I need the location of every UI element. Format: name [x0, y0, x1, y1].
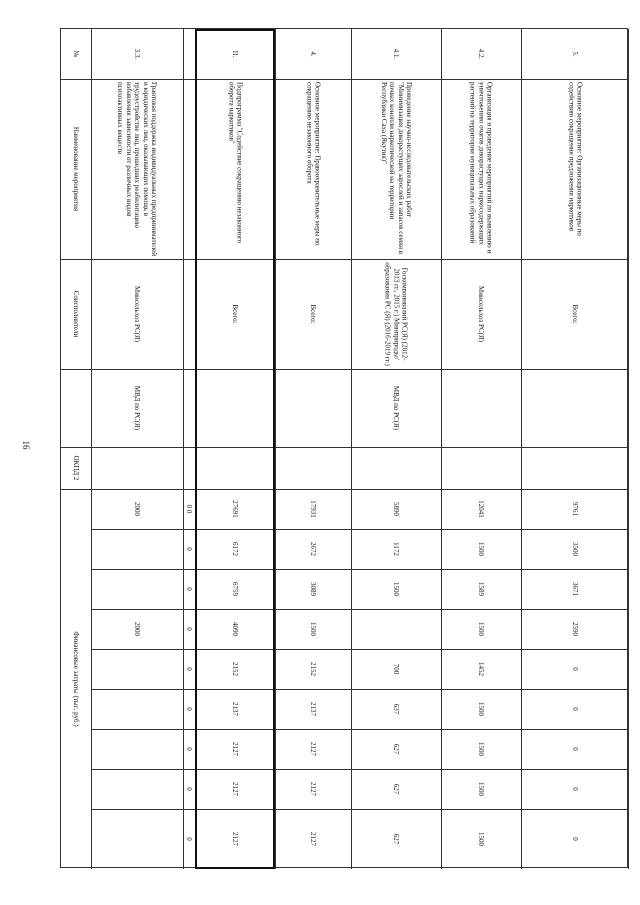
row-2-value-8-text: 2127	[231, 832, 240, 846]
row-6-value-0	[521, 489, 629, 529]
row-0-role-text: МВД по РС(Я)	[133, 385, 142, 431]
row-4-value-7	[351, 769, 441, 809]
header-okpd-text: ОКПД 2	[72, 455, 81, 481]
page-number: 16	[21, 440, 31, 450]
row-1-name	[183, 79, 195, 259]
row-6-value-4-text: 0	[571, 667, 580, 671]
row-4-value-7-text: 627	[392, 783, 401, 795]
row-0-value-5	[91, 689, 183, 729]
row-6-value-1	[521, 529, 629, 569]
row-5-no-text: 4.2.	[477, 48, 486, 60]
header-name-text: Наименование мероприятия	[72, 126, 81, 212]
row-1-no	[183, 29, 195, 79]
row-1-value-1	[183, 529, 195, 569]
row-5-value-2-text: 1589	[477, 582, 486, 596]
row-4-value-0-text: 5890	[392, 502, 401, 516]
row-6-value-6	[521, 729, 629, 769]
row-1-value-2-text: 0	[185, 587, 194, 591]
subprogram-highlight	[195, 29, 275, 869]
row-0-no-text: 3.3.	[133, 48, 142, 60]
row-4-no	[351, 29, 441, 79]
row-4-value-8-text: 627	[392, 833, 401, 845]
row-4-value-6-text: 627	[392, 743, 401, 755]
row-6-value-8-text: 0	[571, 837, 580, 841]
row-5-value-1	[441, 529, 521, 569]
header-executors	[61, 259, 91, 369]
row-0-name	[91, 79, 183, 259]
row-5-role	[441, 369, 521, 447]
row-4-name-text: Проведение научно-исследовательских работ "Минимизация дикорастущих зарослей и запасов семян в почвах конопли наркотической на территории Республики Саха (Якутия)"	[379, 82, 413, 255]
row-3-no-text: 4.	[309, 51, 318, 57]
row-0-value-4	[91, 649, 183, 689]
row-3-value-0-text: 17931	[309, 500, 318, 518]
row-2-value-5-text: 2137	[231, 702, 240, 716]
row-5-value-5-text: 1500	[477, 702, 486, 716]
row-6-value-0-text: 9761	[571, 502, 580, 516]
row-4-executors	[351, 259, 441, 369]
row-3-value-4-text: 2152	[309, 662, 318, 676]
row-5-value-3	[441, 609, 521, 649]
row-6-value-3	[521, 609, 629, 649]
row-5-value-5	[441, 689, 521, 729]
row-1-value-5-text: 0	[185, 707, 194, 711]
row-6-value-7	[521, 769, 629, 809]
row-6-value-7-text: 0	[571, 787, 580, 791]
row-1-value-0-text: 0 0	[185, 504, 194, 514]
row-6-value-8	[521, 809, 629, 869]
row-3-value-6-text: 2127	[309, 742, 318, 756]
header-no-text: №	[72, 50, 81, 58]
row-0-value-8	[91, 809, 183, 869]
row-4-value-4	[351, 649, 441, 689]
row-3-value-5-text: 2137	[309, 702, 318, 716]
row-4-value-5	[351, 689, 441, 729]
header-name	[61, 79, 91, 259]
row-1-value-4-text: 0	[185, 667, 194, 671]
row-3-value-7	[275, 769, 351, 809]
row-2-value-1-text: 6172	[231, 542, 240, 556]
row-2-value-7-text: 2127	[231, 782, 240, 796]
row-5-no	[441, 29, 521, 79]
row-3-value-1-text: 2672	[309, 542, 318, 556]
row-4-value-2	[351, 569, 441, 609]
row-5-value-0-text: 12041	[477, 500, 486, 518]
row-5-value-8-text: 1500	[477, 832, 486, 846]
row-6-value-1-text: 3500	[571, 542, 580, 556]
row-0-executors-text: Минсельхоз РС(Я)	[133, 286, 142, 342]
row-6-role	[521, 369, 629, 447]
row-6-value-5	[521, 689, 629, 729]
row-5-value-0	[441, 489, 521, 529]
row-1-value-7-text: 0	[185, 787, 194, 791]
row-1-value-6-text: 0	[185, 747, 194, 751]
row-5-value-7	[441, 769, 521, 809]
row-2-value-6-text: 2127	[231, 742, 240, 756]
row-4-executors-text: Госкомвоинвалий РС(Я) (2012-2013 гг., 2015 г.) Минприроды/образования РС (Я) (2016-2019 гг.)	[383, 262, 409, 366]
row-4-value-5-text: 637	[392, 703, 401, 715]
row-6-executors	[521, 259, 629, 369]
row-3-value-2	[275, 569, 351, 609]
table-sheet	[60, 28, 628, 868]
grid-line	[61, 447, 629, 448]
row-5-name-text: Организация и проведение мероприятий по выявлению и уничтожению очагов дикорастущих наркосодержащих растений на территории муниципальных образований	[468, 82, 494, 254]
row-4-role-text: МВД по РС(Я)	[392, 385, 401, 431]
row-1-value-0	[183, 489, 195, 529]
row-4-value-8	[351, 809, 441, 869]
row-5-value-3-text: 1500	[477, 622, 486, 636]
row-1-value-7	[183, 769, 195, 809]
row-4-no-text: 4.1.	[392, 48, 401, 60]
row-6-name	[521, 79, 629, 259]
row-4-value-1-text: 1172	[392, 542, 401, 556]
row-1-value-3-text: 0	[185, 627, 194, 631]
header-finance	[61, 489, 91, 869]
row-3-value-1	[275, 529, 351, 569]
row-3-value-4	[275, 649, 351, 689]
row-2-value-4-text: 2152	[231, 662, 240, 676]
row-5-value-4-text: 1452	[477, 662, 486, 676]
row-5-value-7-text: 1500	[477, 782, 486, 796]
row-4-value-4-text: 700	[392, 663, 401, 675]
row-5-value-2	[441, 569, 521, 609]
row-1-value-1-text: 0	[185, 547, 194, 551]
row-5-value-6-text: 1500	[477, 742, 486, 756]
row-1-value-2	[183, 569, 195, 609]
row-4-value-1	[351, 529, 441, 569]
row-3-no	[275, 29, 351, 79]
row-0-value-7	[91, 769, 183, 809]
row-1-value-8-text: 0	[185, 837, 194, 841]
row-0-value-3-text: 2000	[133, 622, 142, 636]
row-6-no	[521, 29, 629, 79]
row-0-value-3	[91, 609, 183, 649]
row-6-value-6-text: 0	[571, 747, 580, 751]
row-3-executors	[275, 259, 351, 369]
row-0-executors	[91, 259, 183, 369]
row-6-value-4	[521, 649, 629, 689]
header-executors-text: Соисполнители	[72, 290, 81, 338]
row-4-value-0	[351, 489, 441, 529]
row-3-value-7-text: 2127	[309, 782, 318, 796]
row-5-value-8	[441, 809, 521, 869]
row-3-value-3	[275, 609, 351, 649]
row-2-executors-text: Всего:	[231, 304, 240, 324]
row-6-value-5-text: 0	[571, 707, 580, 711]
row-6-value-2	[521, 569, 629, 609]
row-0-value-2	[91, 569, 183, 609]
row-0-value-0	[91, 489, 183, 529]
row-6-value-3-text: 2590	[571, 622, 580, 636]
row-4-role	[351, 369, 441, 447]
row-1-value-4	[183, 649, 195, 689]
row-3-value-6	[275, 729, 351, 769]
row-4-name	[351, 79, 441, 259]
row-2-value-0-text: 27691	[231, 500, 240, 518]
row-5-value-6	[441, 729, 521, 769]
row-3-value-8-text: 2127	[309, 832, 318, 846]
row-2-value-3-text: 4090	[231, 622, 240, 636]
row-3-role	[275, 369, 351, 447]
row-3-value-8	[275, 809, 351, 869]
row-1-role	[183, 369, 195, 447]
row-1-executors	[183, 259, 195, 369]
row-1-value-8	[183, 809, 195, 869]
row-5-name	[441, 79, 521, 259]
row-4-value-3	[351, 609, 441, 649]
row-0-value-1	[91, 529, 183, 569]
header-no	[61, 29, 91, 79]
row-0-name-text: Грантовая поддержка индивидуальных предпринимателей и юридических лиц, оказывающих помощь в трудоустройстве лиц, прошедших реабилитацию избавления зависимости от различных видов психоактивных веществ	[116, 82, 159, 256]
row-3-name	[275, 79, 351, 259]
row-2-no-text: II.	[231, 50, 240, 58]
row-0-no	[91, 29, 183, 79]
row-1-value-5	[183, 689, 195, 729]
row-0-role	[91, 369, 183, 447]
header-okpd	[61, 447, 91, 489]
row-3-value-0	[275, 489, 351, 529]
row-5-executors	[441, 259, 521, 369]
row-6-no-text: 5.	[571, 51, 580, 57]
row-4-value-6	[351, 729, 441, 769]
row-6-value-2-text: 3671	[571, 582, 580, 596]
row-2-value-2-text: 6759	[231, 582, 240, 596]
row-0-value-6	[91, 729, 183, 769]
row-3-name-text: Основное мероприятие: Правоохранительные меры по сокращению незаконного оборота	[305, 82, 322, 246]
header-finance-text: Финансовые затраты (тыс. руб.)	[72, 631, 81, 727]
row-6-executors-text: Всего:	[571, 304, 580, 324]
row-5-value-1-text: 1500	[477, 542, 486, 556]
row-1-value-6	[183, 729, 195, 769]
row-3-value-5	[275, 689, 351, 729]
row-1-value-3	[183, 609, 195, 649]
row-6-name-text: Основное мероприятие: Организационные меры по содействию сокращения предложения наркотиков	[567, 82, 584, 236]
row-0-value-0-text: 2000	[133, 502, 142, 516]
row-3-value-3-text: 1500	[309, 622, 318, 636]
row-3-executors-text: Всего:	[309, 304, 318, 324]
row-4-value-2-text: 1500	[392, 582, 401, 596]
row-2-name-text: Подпрограмма "Содействие сокращению незаконного оборота наркотиков"	[227, 82, 244, 244]
row-5-executors-text: Минсельхоз РС(Я)	[477, 286, 486, 342]
row-5-value-4	[441, 649, 521, 689]
row-3-value-2-text: 3089	[309, 582, 318, 596]
